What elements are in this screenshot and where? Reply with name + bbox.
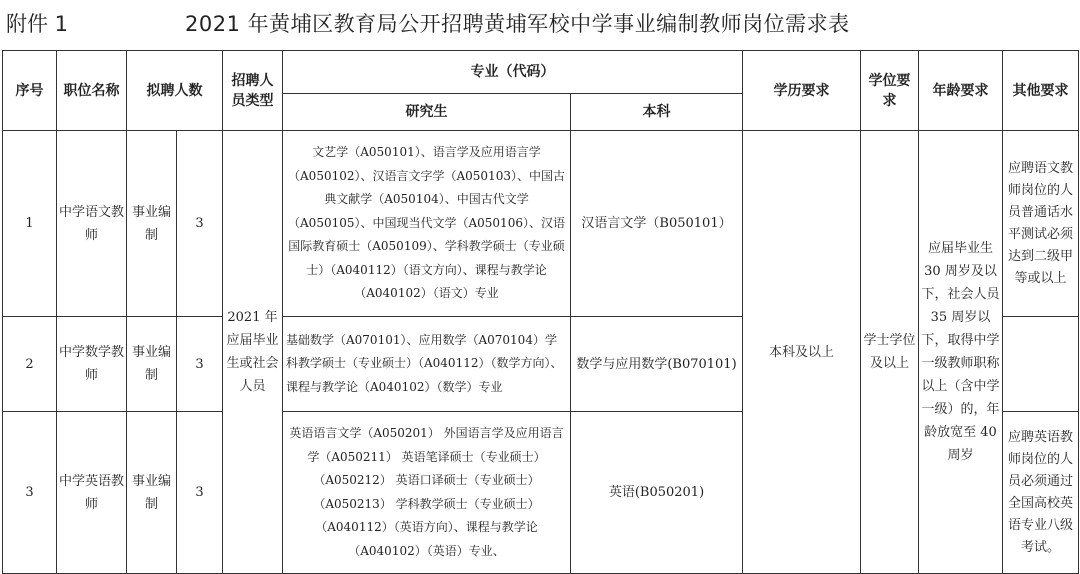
row-position: 中学语文教师 [57, 131, 127, 317]
row-seq: 3 [3, 412, 57, 574]
row-category: 事业编制 [127, 317, 177, 412]
header-type: 招聘人员类型 [223, 51, 283, 131]
row-seq: 1 [3, 131, 57, 317]
header-degree: 学位要求 [861, 51, 919, 131]
row-grad-majors: 基础数学（A070101）、应用数学（A070104）学科教学硕士（专业硕士）（A040112）（数学方向）、 课程与教学论（A040102）（数学）专业 [283, 317, 571, 412]
row-grad-majors: 文艺学（A050101）、语言学及应用语言学（A050102）、汉语言文字学（A050103）、中国古典文献学（A050104）、中国古代文学（A050105）、中国现当代文学（A050106）、汉语国际教育硕士（A050109）、学科教学硕士（专业硕士）（A040112）（语文方向）、课程与教学论（A040102）（语文）专业 [283, 131, 571, 317]
row-other: 应聘语文教师岗位的人员普通话水平测试必须达到二级甲等或以上 [1003, 131, 1079, 317]
row-count: 3 [177, 412, 223, 574]
row-count: 3 [177, 131, 223, 317]
header-major: 专业（代码） [283, 51, 743, 94]
table-row [3, 131, 1079, 317]
header-row-1 [3, 51, 1079, 94]
header-age: 年龄要求 [919, 51, 1003, 131]
row-position: 中学数学教师 [57, 317, 127, 412]
row-other [1003, 317, 1079, 412]
header-seq: 序号 [3, 51, 57, 131]
row-undergrad-major: 数学与应用数学(B070101) [571, 317, 743, 412]
row-undergrad-major: 英语(B050201) [571, 412, 743, 574]
header-other: 其他要求 [1003, 51, 1079, 131]
row-position: 中学英语教师 [57, 412, 127, 574]
row-undergrad-major: 汉语言文学（B050101） [571, 131, 743, 317]
header-grad: 研究生 [283, 94, 571, 131]
header-position: 职位名称 [57, 51, 127, 131]
row-grad-majors: 英语语言文学（A050201） 外国语言学及应用语言学（A050211） 英语笔译硕士（专业硕士）（A050212） 英语口译硕士（专业硕士）（A050213） 学科教学硕士（专业硕士）（A040112）（英语方向）、课程与教学论（A040102）（英语）专业、 [283, 412, 571, 574]
requirements-table [2, 50, 1079, 574]
header-education: 学历要求 [743, 51, 861, 131]
row-count: 3 [177, 317, 223, 412]
row-other: 应聘英语教师岗位的人员必须通过全国高校英语专业八级考试。 [1003, 412, 1079, 574]
header-count: 拟聘人数 [127, 51, 223, 131]
row-category: 事业编制 [127, 412, 177, 574]
annex-label: 附件 1 [6, 12, 69, 36]
shared-degree: 学士学位及以上 [861, 131, 919, 574]
shared-type: 2021 年应届毕业生或社会人员 [223, 131, 283, 574]
shared-age: 应届毕业生 30 周岁及以下，社会人员 35 周岁以下，取得中学一级教师职称以上（含中学一级）的，年龄放宽至 40 周岁 [919, 131, 1003, 574]
row-seq: 2 [3, 317, 57, 412]
document-title: 2021 年黄埔区教育局公开招聘黄埔军校中学事业编制教师岗位需求表 [185, 12, 850, 36]
row-category: 事业编制 [127, 131, 177, 317]
shared-education: 本科及以上 [743, 131, 861, 574]
title-bar [0, 0, 1080, 50]
header-undergrad: 本科 [571, 94, 743, 131]
